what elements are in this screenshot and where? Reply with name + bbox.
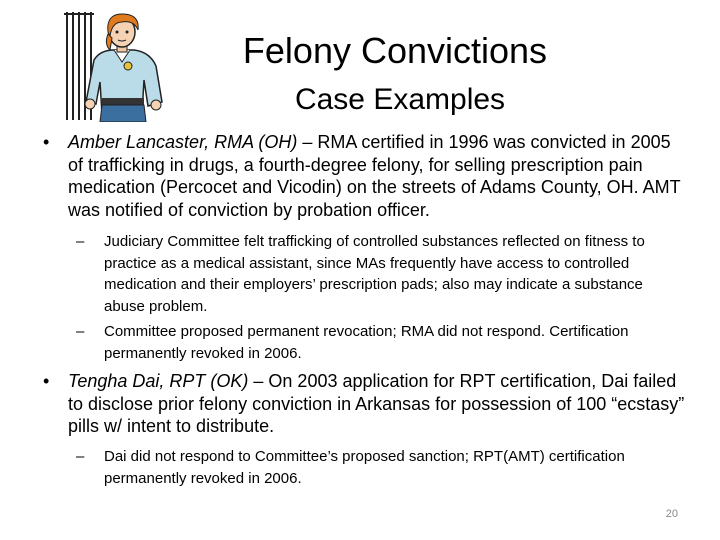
sub-bullet-marker: –: [76, 448, 85, 465]
case-name: Amber Lancaster, RMA (OH): [68, 132, 298, 152]
sub-bullet-marker: –: [76, 233, 85, 250]
sub-bullet-text: Committee proposed permanent revocation; RMA did not respond. Certification permanently revoked in 2006.: [104, 323, 629, 362]
bullet-text: [68, 370, 688, 438]
prison-guard-clipart-icon: [64, 10, 168, 122]
case-description: – RMA certified in 1996 was convicted in 2005 of trafficking in drugs, a fourth-degree felony, for selling prescription pain medication (Percocet and Vicodin) on the streets of Adams County, OH. AMT was notified of conviction by probation officer.: [68, 132, 681, 220]
sub-bullet-text: Judiciary Committee felt trafficking of controlled substances reflected on fitness to practice as a medical assistant, since MAs frequently have access to controlled medication and their employers’ prescription pads; also may indicate a substance abuse problem.: [104, 233, 645, 315]
bullet-text: [68, 131, 688, 221]
slide-title: Felony Convictions: [242, 30, 548, 71]
case-description: – On 2003 application for RPT certification, Dai failed to disclose prior felony conviction in Arkansas for possession of 100 “ecstasy” pills w/ intent to distribute.: [68, 371, 685, 436]
case-name: Tengha Dai, RPT (OK): [68, 371, 249, 391]
page-number: 20: [665, 508, 678, 520]
slide-subtitle: Case Examples: [294, 83, 506, 116]
bullet-marker: •: [43, 132, 50, 152]
bullet-marker: •: [43, 371, 50, 391]
sub-bullet-marker: –: [76, 323, 85, 340]
sub-bullet-text: Dai did not respond to Committee’s proposed sanction; RPT(AMT) certification permanently revoked in 2006.: [104, 448, 625, 487]
